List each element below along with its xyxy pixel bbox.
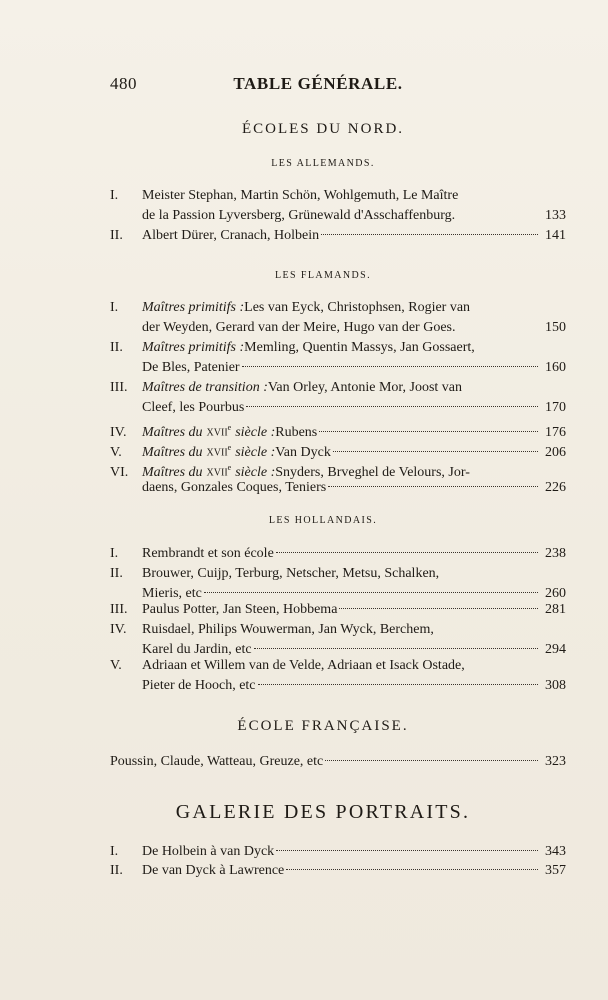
toc-entry [110,752,566,772]
entry-label: siècle : [235,444,276,460]
toc-entry [110,338,566,378]
toc-entry [110,600,566,620]
dot-leader [258,683,538,685]
toc-entry [110,564,566,604]
toc-entry [110,226,566,246]
entry-text: Brouwer, Cuijp, Terburg, Netscher, Metsu, Schalken, [142,566,440,581]
toc-line [110,458,566,478]
entry-page: 294 [545,642,566,657]
entry-text: Cleef, les Pourbus [142,400,245,415]
toc-entry [110,438,566,458]
dot-leader [286,868,538,870]
entry-text: Poussin, Claude, Watteau, Greuze, etc [110,754,324,769]
entry-page: 357 [545,863,566,878]
toc-line [110,398,566,418]
entry-number: V. [110,658,122,673]
entry-page: 260 [545,586,566,601]
entry-label: siècle : [235,424,276,440]
toc-line [110,656,566,676]
toc-line [110,752,566,772]
entry-text: Snyders, Brveghel de Velours, Jor- [275,464,470,480]
entry-text: der Weyden, Gerard van der Meire, Hugo van der Goes. [142,320,456,335]
dot-leader [325,759,538,761]
entry-number: I. [110,188,119,203]
entry-page: 308 [545,678,566,693]
toc-line [110,358,566,378]
dot-leader [319,430,538,432]
entry-page: 206 [545,444,566,460]
entry-number: I. [110,300,119,315]
entry-text: de la Passion Lyversberg, Grünewald d'Asschaffenburg. [142,208,456,223]
entry-text: Paulus Potter, Jan Steen, Hobbema [142,602,338,617]
toc-line [110,338,566,358]
toc-line [110,676,566,696]
entry-number: III. [110,602,128,617]
entry-number: VI. [110,464,129,480]
toc-entry [110,842,566,862]
entry-label: Maîtres du [142,444,203,460]
entry-page: 281 [545,602,566,617]
section-title-portraits: GALERIE DES PORTRAITS. [175,801,471,823]
entry-text: Memling, Quentin Massys, Jan Gossaert, [244,340,475,355]
entry-label: Maîtres du [142,464,203,480]
entry-label: Maîtres de transition : [142,380,268,395]
toc-line [110,861,566,881]
entry-text: Ruisdael, Philips Wouwerman, Jan Wyck, Berchem, [142,622,434,637]
entry-label: Maîtres primitifs : [142,340,245,355]
entry-number: II. [110,863,123,878]
entry-text: Rubens [275,424,318,440]
entry-number: I. [110,844,119,859]
entry-text: Van Orley, Antonie Mor, Joost van [267,380,462,395]
toc-entry [110,861,566,881]
entry-label: Maîtres primitifs : [142,300,245,315]
entry-number: V. [110,444,122,460]
toc-line [110,438,566,458]
group-title-hollandais: LES HOLLANDAIS. [268,515,378,526]
entry-text: Les van Eyck, Christophsen, Rogier van [244,300,471,315]
section-title-francaise: ÉCOLE FRANÇAISE. [237,718,409,734]
dot-leader [276,849,538,851]
entry-text: Pieter de Hooch, etc [142,678,256,693]
toc-entry [110,186,566,226]
entry-text: Mieris, etc [142,586,202,601]
entry-text: Albert Dürer, Cranach, Holbein [142,228,320,243]
entry-number: IV. [110,622,127,637]
toc-line [110,318,566,338]
entry-text: De Holbein à van Dyck [142,844,275,859]
page-number: 480 [110,74,137,93]
group-title-flamands: LES FLAMANDS. [275,270,371,281]
dot-leader [328,485,538,487]
entry-page: 238 [545,546,566,561]
toc-entry [110,620,566,660]
entry-number: II. [110,340,123,355]
entry-text: Karel du Jardin, etc [142,642,252,657]
toc-line [110,620,566,640]
entry-page: 343 [545,844,566,859]
entry-page: 170 [545,400,566,415]
entry-number: I. [110,546,119,561]
toc-line [110,600,566,620]
dot-leader [339,607,538,609]
entry-label: siècle : [235,464,276,480]
entry-number: III. [110,380,128,395]
entry-text: daens, Gonzales Coques, Teniers [142,480,327,495]
century-label: xvii$^e$ [206,443,232,460]
entry-number: IV. [110,424,127,440]
toc-entry [110,298,566,338]
section-title-nord: ÉCOLES DU NORD. [241,121,405,137]
toc-entry [110,544,566,564]
entry-page: 323 [545,754,566,769]
entry-number: II. [110,228,123,243]
toc-line [110,544,566,564]
entry-text: De Bles, Patenier [142,360,240,375]
entry-page: 160 [545,360,566,375]
entry-text: Van Dyck [275,444,331,460]
entry-page: 226 [545,480,566,495]
dot-leader [242,365,538,367]
dot-leader [333,450,538,452]
toc-line [110,842,566,862]
entry-text: Meister Stephan, Martin Schön, Wohlgemuth, Le Maître [142,188,459,203]
dot-leader [276,551,538,553]
toc-line [110,186,566,206]
dot-leader [204,591,538,593]
entry-page: 141 [545,228,566,243]
group-title-allemands: LES ALLEMANDS. [271,158,375,169]
running-title: TABLE GÉNÉRALE. [233,74,403,93]
entry-text: De van Dyck à Lawrence [142,863,285,878]
entry-label: Maîtres du [142,424,203,440]
century-label: xvii$^e$ [206,423,232,440]
entry-number: II. [110,566,123,581]
toc-line [110,564,566,584]
dot-leader [254,647,538,649]
century-label: xvii$^e$ [206,463,232,480]
toc-line [110,298,566,318]
toc-entry [110,656,566,696]
entry-text: Adriaan et Willem van de Velde, Adriaan et Isack Ostade, [142,658,465,673]
entry-page: 133 [545,208,566,223]
entry-text: Rembrandt et son école [142,546,274,561]
dot-leader [246,405,538,407]
toc-line [110,418,566,438]
dot-leader [321,233,538,235]
toc-entry [110,418,566,438]
toc-entry [110,458,566,498]
toc-entry [110,378,566,418]
toc-line [110,226,566,246]
toc-line [110,378,566,398]
entry-page: 150 [545,320,566,335]
page-header [110,74,526,98]
entry-page: 176 [545,424,566,440]
toc-line [110,206,566,226]
